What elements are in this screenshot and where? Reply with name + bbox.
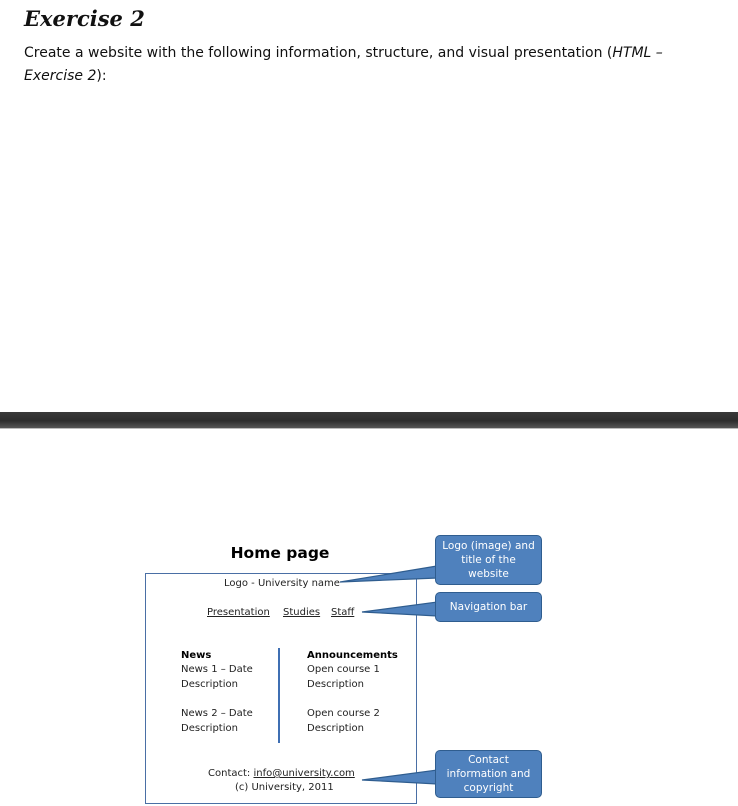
callout-navigation-bar (435, 592, 542, 622)
exercise-description (24, 42, 684, 88)
announcement-2-description: Description (307, 723, 364, 734)
callout-logo-title (435, 535, 542, 585)
description-end: ): (96, 68, 107, 84)
callout-logo-line-1: Logo (image) and (442, 540, 535, 552)
announcement-1-title: Open course 1 (307, 664, 380, 675)
contact-email-link[interactable]: info@university.com (253, 768, 355, 779)
announcement-2-title: Open course 2 (307, 708, 380, 719)
contact-label: Contact: (208, 768, 254, 779)
callout-nav-text: Navigation bar (449, 601, 528, 613)
callout-contact (435, 750, 542, 798)
nav-link-studies[interactable]: Studies (283, 607, 321, 618)
announcements-heading: Announcements (307, 650, 398, 661)
nav-link-presentation[interactable]: Presentation (207, 607, 270, 618)
description-text: Create a website with the following information, structure, and visual presentation ( (24, 45, 613, 61)
announcement-1-description: Description (307, 679, 364, 690)
footer-contact (208, 768, 355, 779)
news-item-2-date: News 2 – Date (181, 708, 253, 719)
callout-contact-line-2: information and (446, 768, 531, 780)
description-italic: HTML – Exercise 2 (24, 45, 663, 84)
callout-contact-line-1: Contact (468, 754, 509, 766)
exercise-title: Exercise 2 (24, 6, 145, 31)
news-item-2-description: Description (181, 723, 238, 734)
callout-logo-line-2: title of the (461, 554, 516, 566)
news-item-1-date: News 1 – Date (181, 664, 253, 675)
callout-logo-line-3: website (468, 568, 509, 580)
footer-copyright: (c) University, 2011 (235, 782, 334, 793)
wireframe-page-title: Home page (230, 544, 330, 562)
page-divider (0, 412, 738, 428)
news-heading: News (181, 650, 212, 661)
news-item-1-description: Description (181, 679, 238, 690)
callout-contact-line-3: copyright (463, 782, 514, 794)
nav-link-staff[interactable]: Staff (331, 607, 355, 618)
page-divider-edge (0, 428, 738, 429)
wireframe-logo-line: Logo - University name (224, 578, 340, 589)
column-separator (278, 648, 280, 743)
